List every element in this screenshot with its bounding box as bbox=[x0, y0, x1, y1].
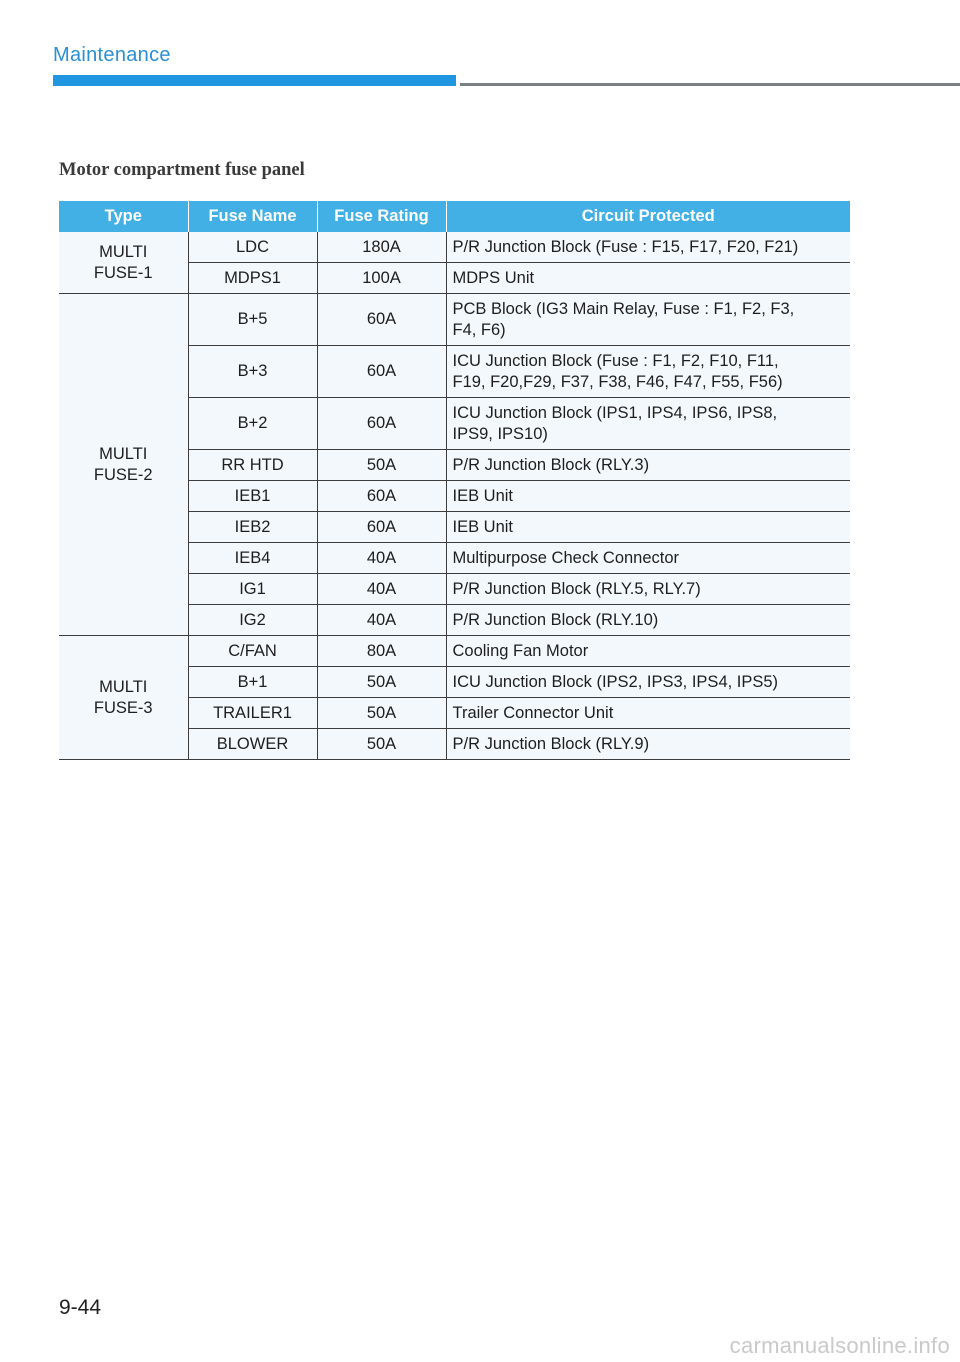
fuse-rating-cell: 80A bbox=[317, 636, 446, 667]
type-line: MULTI bbox=[99, 677, 148, 696]
fuse-rating-cell: 50A bbox=[317, 450, 446, 481]
circuit-cell bbox=[446, 294, 850, 346]
fuse-name-cell: IG1 bbox=[188, 574, 317, 605]
circuit-cell bbox=[446, 346, 850, 398]
type-cell bbox=[59, 294, 188, 636]
fuse-name-cell: TRAILER1 bbox=[188, 698, 317, 729]
circuit-cell: ICU Junction Block (IPS2, IPS3, IPS4, IPS5) bbox=[446, 667, 850, 698]
fuse-rating-cell: 40A bbox=[317, 543, 446, 574]
column-header-circuit-protected: Circuit Protected bbox=[446, 201, 850, 232]
circuit-cell: P/R Junction Block (Fuse : F15, F17, F20, F21) bbox=[446, 232, 850, 263]
column-header-type: Type bbox=[59, 201, 188, 232]
circuit-line: ICU Junction Block (IPS1, IPS4, IPS6, IPS8, bbox=[452, 403, 778, 422]
type-cell bbox=[59, 636, 188, 760]
table-row bbox=[59, 232, 850, 263]
circuit-cell: P/R Junction Block (RLY.3) bbox=[446, 450, 850, 481]
fuse-rating-cell: 50A bbox=[317, 698, 446, 729]
fuse-name-cell: IG2 bbox=[188, 605, 317, 636]
circuit-line: F19, F20,F29, F37, F38, F46, F47, F55, F56) bbox=[452, 372, 783, 391]
fuse-name-cell: B+3 bbox=[188, 346, 317, 398]
circuit-line: ICU Junction Block (Fuse : F1, F2, F10, F11, bbox=[452, 351, 779, 370]
circuit-cell: Multipurpose Check Connector bbox=[446, 543, 850, 574]
fuse-rating-cell: 60A bbox=[317, 512, 446, 543]
panel-title: Motor compartment fuse panel bbox=[59, 160, 305, 180]
fuse-rating-cell: 50A bbox=[317, 729, 446, 760]
circuit-cell: P/R Junction Block (RLY.10) bbox=[446, 605, 850, 636]
circuit-cell: P/R Junction Block (RLY.9) bbox=[446, 729, 850, 760]
fuse-name-cell: B+5 bbox=[188, 294, 317, 346]
type-line: MULTI bbox=[99, 444, 148, 463]
circuit-cell bbox=[446, 398, 850, 450]
fuse-name-cell: IEB2 bbox=[188, 512, 317, 543]
circuit-cell: Cooling Fan Motor bbox=[446, 636, 850, 667]
type-line: MULTI bbox=[99, 242, 148, 261]
fuse-name-cell: B+1 bbox=[188, 667, 317, 698]
table-row bbox=[59, 294, 850, 346]
table-row bbox=[59, 636, 850, 667]
fuse-name-cell: B+2 bbox=[188, 398, 317, 450]
circuit-cell: MDPS Unit bbox=[446, 263, 850, 294]
column-header-fuse-rating: Fuse Rating bbox=[317, 201, 446, 232]
circuit-cell: IEB Unit bbox=[446, 512, 850, 543]
section-title: Maintenance bbox=[53, 44, 171, 66]
fuse-rating-cell: 60A bbox=[317, 481, 446, 512]
type-line: FUSE-1 bbox=[93, 263, 153, 282]
circuit-line: PCB Block (IG3 Main Relay, Fuse : F1, F2, F3, bbox=[452, 299, 795, 318]
fuse-name-cell: C/FAN bbox=[188, 636, 317, 667]
fuse-name-cell: RR HTD bbox=[188, 450, 317, 481]
fuse-rating-cell: 40A bbox=[317, 605, 446, 636]
header-accent-bar bbox=[53, 75, 456, 86]
table-header-row bbox=[59, 201, 850, 232]
type-line: FUSE-3 bbox=[93, 698, 153, 717]
type-cell bbox=[59, 232, 188, 294]
circuit-cell: Trailer Connector Unit bbox=[446, 698, 850, 729]
fuse-name-cell: BLOWER bbox=[188, 729, 317, 760]
fuse-name-cell: LDC bbox=[188, 232, 317, 263]
column-header-fuse-name: Fuse Name bbox=[188, 201, 317, 232]
circuit-cell: P/R Junction Block (RLY.5, RLY.7) bbox=[446, 574, 850, 605]
fuse-rating-cell: 100A bbox=[317, 263, 446, 294]
fuse-name-cell: MDPS1 bbox=[188, 263, 317, 294]
fuse-rating-cell: 60A bbox=[317, 294, 446, 346]
fuse-rating-cell: 60A bbox=[317, 346, 446, 398]
type-line: FUSE-2 bbox=[93, 465, 153, 484]
fuse-rating-cell: 50A bbox=[317, 667, 446, 698]
fuse-name-cell: IEB4 bbox=[188, 543, 317, 574]
fuse-rating-cell: 180A bbox=[317, 232, 446, 263]
circuit-cell: IEB Unit bbox=[446, 481, 850, 512]
header-rule bbox=[460, 83, 960, 86]
watermark: carmanualsonline.info bbox=[729, 1333, 950, 1358]
fuse-name-cell: IEB1 bbox=[188, 481, 317, 512]
circuit-line: F4, F6) bbox=[452, 320, 506, 339]
fuse-rating-cell: 60A bbox=[317, 398, 446, 450]
fuse-rating-cell: 40A bbox=[317, 574, 446, 605]
fuse-table bbox=[59, 201, 850, 760]
page-number: 9-44 bbox=[59, 1296, 102, 1319]
circuit-line: IPS9, IPS10) bbox=[452, 424, 548, 443]
